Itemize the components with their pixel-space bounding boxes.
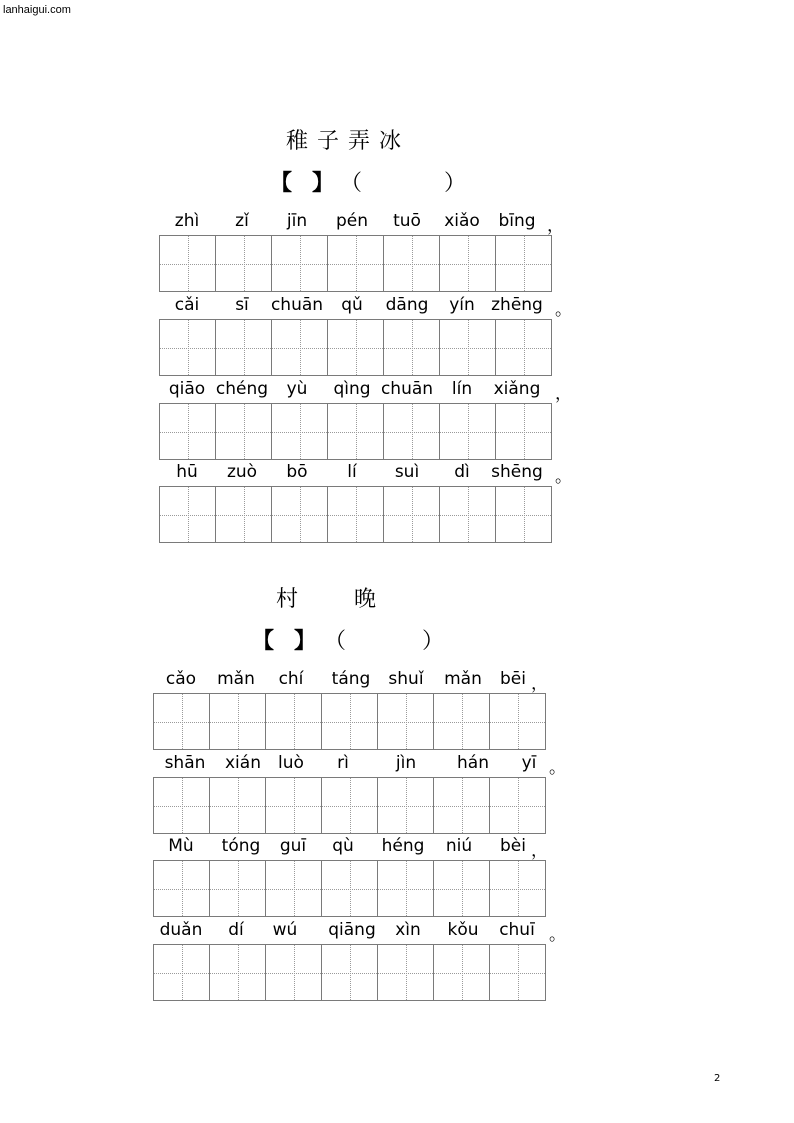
writing-cell [439,235,496,292]
writing-cell [377,693,434,750]
pinyin-syllable: dāng [385,295,429,315]
pinyin-syllable: hū [176,462,198,482]
pinyin-row [153,920,593,945]
pinyin-syllable: hán [457,753,489,773]
pinyin-syllable: yín [449,295,475,315]
dynasty-bracket-close: 】 [312,171,335,196]
pinyin-syllable: shēng [491,462,543,482]
writing-cell [215,486,272,543]
writing-cell [489,860,546,917]
writing-cell [265,944,322,1001]
writing-cell [433,944,490,1001]
writing-cell [153,944,210,1001]
pinyin-syllable: yī [521,753,537,773]
writing-grid [159,486,551,543]
pinyin-syllable: kǒu [447,920,479,940]
writing-cell [215,319,272,376]
writing-cell [433,777,490,834]
writing-cell [159,403,216,460]
pinyin-syllable: sī [235,295,249,315]
pinyin-syllable: zhì [174,211,200,231]
writing-cell [321,860,378,917]
pinyin-syllable: táng [331,669,371,689]
pinyin-syllable: qiāng [328,920,376,940]
writing-cell [327,235,384,292]
site-watermark: lanhaigui.com [3,4,71,16]
pinyin-syllable: qiāo [168,379,206,399]
pinyin-row [159,379,599,404]
pinyin-syllable: niú [445,836,473,856]
writing-grid [153,777,545,834]
pinyin-syllable: lí [347,462,357,482]
writing-cell [439,486,496,543]
pinyin-syllable: Mù [168,836,194,856]
writing-cell [327,319,384,376]
writing-grid [159,319,551,376]
writing-cell [209,777,266,834]
pinyin-syllable: jīn [286,211,308,231]
pinyin-syllable: xián [225,753,261,773]
pinyin-syllable: dì [454,462,470,482]
writing-cell [209,693,266,750]
pinyin-syllable: tóng [221,836,261,856]
pinyin-syllable: luò [278,753,304,773]
author-paren-close: ） [444,171,467,196]
writing-cell [265,777,322,834]
pinyin-row [153,836,593,861]
pinyin-syllable: zǐ [235,211,249,231]
pinyin-row [153,753,593,778]
writing-cell [433,860,490,917]
pinyin-syllable: jìn [395,753,417,773]
writing-cell [327,486,384,543]
pinyin-syllable: yù [286,379,308,399]
pinyin-syllable: suì [394,462,420,482]
writing-cell [159,319,216,376]
dynasty-bracket-open: 【 [270,171,293,196]
writing-cell [495,235,552,292]
pinyin-syllable: shān [164,753,206,773]
pinyin-syllable: qǔ [341,295,363,315]
writing-cell [439,403,496,460]
writing-cell [321,777,378,834]
writing-cell [383,319,440,376]
writing-cell [271,319,328,376]
pinyin-row [153,669,593,694]
poem-title: 村 晚 [276,587,381,612]
writing-cell [495,319,552,376]
pinyin-syllable: zuò [226,462,258,482]
pinyin-syllable: bèi [500,836,526,856]
writing-cell [383,235,440,292]
writing-cell [327,403,384,460]
page-number: 2 [714,1073,721,1084]
writing-cell [321,693,378,750]
writing-cell [271,403,328,460]
pinyin-syllable: rì [337,753,349,773]
writing-grid [153,860,545,917]
pinyin-syllable: cǎi [174,295,200,315]
writing-cell [265,693,322,750]
writing-cell [321,944,378,1001]
writing-cell [159,486,216,543]
pinyin-syllable: shuǐ [388,669,424,689]
writing-cell [489,777,546,834]
pinyin-syllable: bō [286,462,308,482]
pinyin-syllable: mǎn [444,669,482,689]
pinyin-syllable: mǎn [217,669,255,689]
writing-cell [495,403,552,460]
pinyin-syllable: xiǎo [444,211,480,231]
writing-cell [153,860,210,917]
writing-grid [159,235,551,292]
pinyin-syllable: chuān [380,379,434,399]
pinyin-syllable: bēi [500,669,526,689]
dynasty-bracket-close: 】 [294,629,317,654]
writing-cell [433,693,490,750]
writing-cell [439,319,496,376]
pinyin-syllable: bīng [498,211,536,231]
pinyin-syllable: dí [228,920,244,940]
punctuation: ， [531,674,548,694]
author-paren-close: ） [422,629,445,654]
pinyin-syllable: héng [381,836,425,856]
writing-cell [209,944,266,1001]
pinyin-syllable: xiǎng [493,379,541,399]
writing-cell [215,235,272,292]
pinyin-syllable: wú [272,920,298,940]
pinyin-syllable: zhēng [491,295,543,315]
writing-grid [153,693,545,750]
writing-cell [377,860,434,917]
author-paren-open: （ [324,629,347,654]
punctuation: 。 [555,300,572,320]
pinyin-syllable: chuān [270,295,324,315]
author-paren-open: （ [340,171,363,196]
punctuation: ， [547,216,564,236]
pinyin-syllable: pén [335,211,369,231]
writing-cell [271,486,328,543]
writing-cell [215,403,272,460]
punctuation: 。 [549,925,566,945]
poem-title: 稚子弄冰 [286,129,411,154]
punctuation: ， [555,384,572,404]
punctuation: 。 [555,467,572,487]
writing-cell [153,693,210,750]
pinyin-syllable: cǎo [165,669,197,689]
pinyin-row [159,211,599,236]
pinyin-syllable: xìn [395,920,421,940]
writing-cell [377,944,434,1001]
dynasty-bracket-open: 【 [252,629,275,654]
pinyin-syllable: chéng [215,379,269,399]
writing-cell [495,486,552,543]
writing-cell [383,403,440,460]
writing-cell [489,944,546,1001]
writing-cell [153,777,210,834]
writing-cell [383,486,440,543]
pinyin-row [159,462,599,487]
pinyin-syllable: qìng [333,379,371,399]
pinyin-row [159,295,599,320]
pinyin-syllable: tuō [393,211,421,231]
pinyin-syllable: qù [332,836,354,856]
pinyin-syllable: guī [279,836,307,856]
writing-cell [209,860,266,917]
punctuation: ， [531,841,548,861]
punctuation: 。 [549,758,566,778]
writing-grid [153,944,545,1001]
writing-cell [377,777,434,834]
writing-cell [159,235,216,292]
writing-cell [271,235,328,292]
pinyin-syllable: duǎn [159,920,203,940]
pinyin-syllable: lín [451,379,473,399]
writing-cell [265,860,322,917]
writing-cell [489,693,546,750]
pinyin-syllable: chí [278,669,304,689]
writing-grid [159,403,551,460]
pinyin-syllable: chuī [499,920,535,940]
